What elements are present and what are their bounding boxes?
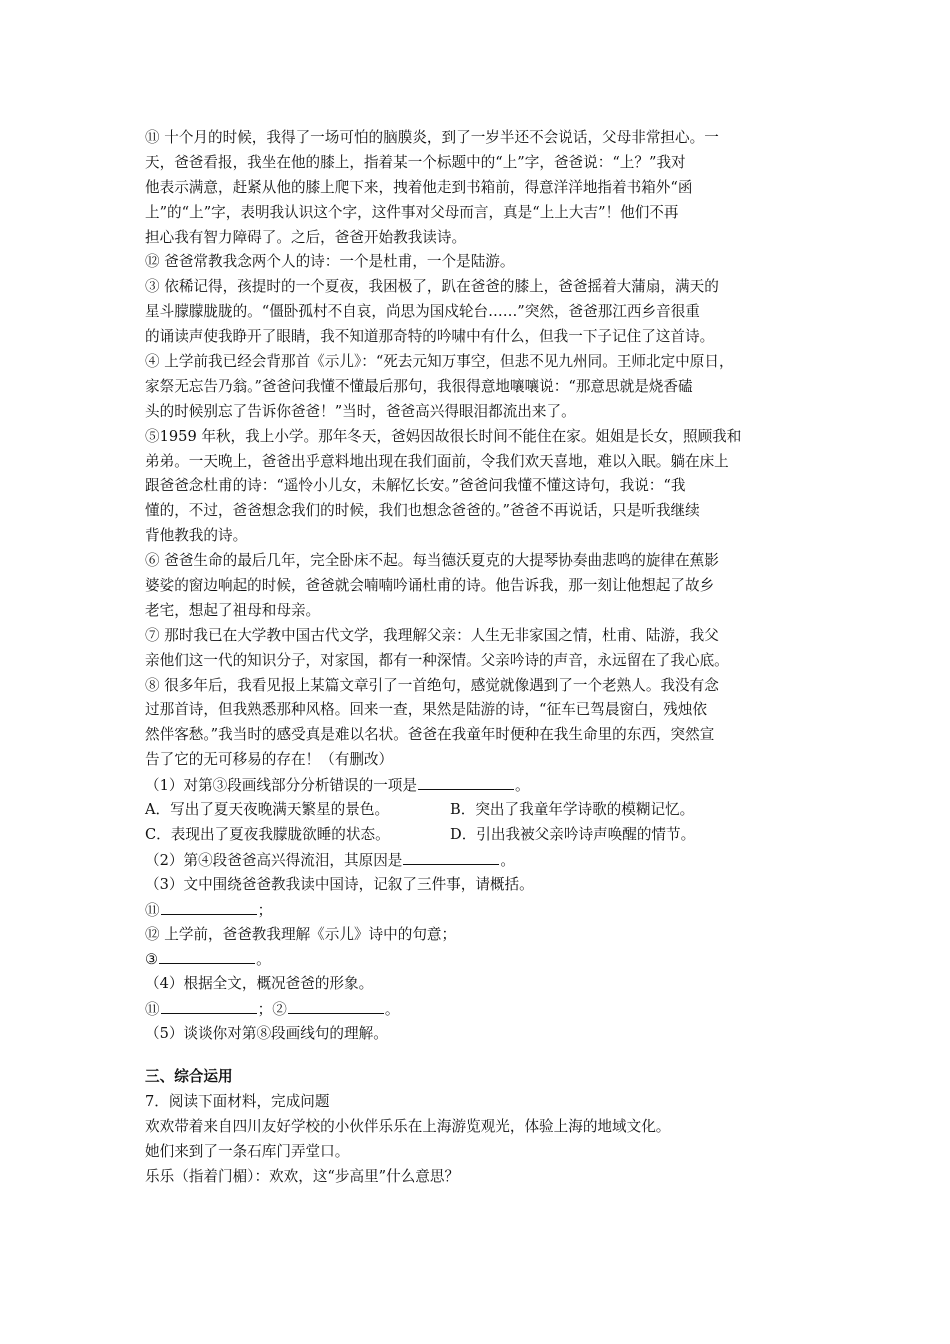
text-line: 欢欢带着来自四川友好学校的小伙伴乐乐在上海游览观光，体验上海的地域文化。 <box>145 1117 671 1135</box>
question-punct: 。 <box>514 777 530 795</box>
answer-blank[interactable] <box>403 848 499 865</box>
section-heading: 三、综合运用 <box>145 1067 233 1085</box>
text-line: 天，爸爸看报，我坐在他的膝上，指着某一个标题中的“上”字，爸爸说：“上？”我对 <box>145 153 686 171</box>
text-line: ⑪ 十个月的时候，我得了一场可怕的脑膜炎，到了一岁半还不会说话，父母非常担心。一 <box>145 129 719 146</box>
text-line: ③ 依稀记得，孩提时的一个夏夜，我困极了，趴在爸爸的膝上，爸爸摇着大蒲扇，满天的 <box>145 278 719 296</box>
question-text: （1）对第③段画线部分分析错误的一项是 <box>145 777 417 795</box>
text-line: ⑥ 爸爸生命的最后几年，完全卧床不起。每当德沃夏克的大提琴协奏曲悲鸣的旋律在蕉影 <box>145 552 719 570</box>
section-3 <box>145 1065 815 1189</box>
question-3: （3）文中围绕爸爸教我读中国诗，记叙了三件事，请概括。 <box>145 875 534 893</box>
option-row <box>145 798 815 823</box>
item-marker: ⑪ <box>145 1001 160 1019</box>
answer-blank[interactable] <box>159 947 255 964</box>
option-b[interactable]: B．突出了我童年学诗歌的模糊记忆。 <box>450 801 695 819</box>
question-punct: 。 <box>256 951 271 969</box>
answer-blank[interactable] <box>288 997 384 1014</box>
question-3-item-1 <box>145 898 815 923</box>
text-line: ⑤1959 年秋，我上小学。那年冬天，爸妈因故很长时间不能住在家。姐姐是长女，照顾我和 <box>145 427 742 445</box>
text-line: ④ 上学前我已经会背那首《示儿》：“死去元知万事空，但悲不见九州同。王师北定中原日， <box>145 353 734 371</box>
paragraph-2 <box>145 250 815 275</box>
paragraph-6 <box>145 549 815 624</box>
item-marker: ③ <box>145 951 159 969</box>
questions <box>145 773 815 1047</box>
paragraph-1 <box>145 126 815 250</box>
option-c[interactable]: C．表现出了夏夜我朦胧欲睡的状态。 <box>145 825 390 843</box>
question-3-item-3 <box>145 947 815 972</box>
text-line: 亲他们这一代的知识分子，对家国，都有一种深情。父亲吟诗的声音，永远留在了我心底。 <box>145 651 729 669</box>
question-punct: ； <box>257 901 273 919</box>
text-line: 家祭无忘告乃翁。”爸爸问我懂不懂最后那句，我很得意地嚷嚷说：“那意思就是烧香磕 <box>145 377 693 395</box>
answer-blank[interactable] <box>161 898 257 915</box>
text-line: 跟爸爸念杜甫的诗：“遥怜小儿女，未解忆长安。”爸爸问我懂不懂这诗句，我说：“我 <box>145 477 686 495</box>
text-line: 然伴客愁。”我当时的感受真是难以名状。爸爸在我童年时便种在我生命里的东西，突然宣 <box>145 726 715 744</box>
text-line: 他表示满意，赶紧从他的膝上爬下来，拽着他走到书箱前，得意洋洋地指着书箱外“函 <box>145 178 693 196</box>
paragraph-5 <box>145 425 815 549</box>
text-line: ⑦ 那时我已在大学教中国古代文学，我理解父亲：人生无非家国之情，杜甫、陆游，我父 <box>145 626 719 644</box>
option-a[interactable]: A．写出了夏天夜晚满天繁星的景色。 <box>145 801 390 819</box>
question-4-answers <box>145 997 815 1022</box>
paragraph-4 <box>145 350 815 425</box>
question-text: （2）第④段爸爸高兴得流泪，其原因是 <box>145 851 403 869</box>
text-line: 的诵读声使我睁开了眼睛，我不知道那奇特的吟啸中有什么，但我一下子记住了这首诗。 <box>145 328 715 346</box>
question-2 <box>145 848 815 873</box>
text-line: 上”的“上”字，表明我认识这个字，这件事对父母而言，真是“上上大吉”！他们不再 <box>145 203 679 221</box>
item-marker: ；② <box>257 1001 287 1019</box>
text-line: 她们来到了一条石库门弄堂口。 <box>145 1142 350 1160</box>
answer-blank[interactable] <box>161 997 257 1014</box>
question-punct: 。 <box>500 851 515 869</box>
text-line: 背他教我的诗。 <box>145 527 248 545</box>
text-line: 懂的，不过，爸爸想念我们的时候，我们也想念爸爸的。”爸爸不再说话，只是听我继续 <box>145 502 700 520</box>
option-row <box>145 823 815 848</box>
section-gap <box>145 1047 815 1065</box>
paragraph-8 <box>145 674 815 774</box>
text-line: 过那首诗，但我熟悉那种风格。回来一查，果然是陆游的诗，“征车已驾晨窗白，残烛依 <box>145 701 708 719</box>
text-line: ⑫ 爸爸常教我念两个人的诗：一个是杜甫，一个是陆游。 <box>145 253 515 271</box>
paragraph-3 <box>145 275 815 350</box>
text-line: 星斗朦朦胧胧的。“僵卧孤村不自哀，尚思为国戍轮台……”突然，爸爸那江西乡音很重 <box>145 303 700 321</box>
question-5: （5）谈谈你对第⑧段画线句的理解。 <box>145 1025 388 1043</box>
text-line: 婆娑的窗边响起的时候，爸爸就会喃喃吟诵杜甫的诗。他告诉我，那一刻让他想起了故乡 <box>145 577 715 595</box>
text-line: 老宅，想起了祖母和母亲。 <box>145 601 321 619</box>
document-page <box>145 126 815 1189</box>
text-line: 7．阅读下面材料，完成问题 <box>145 1092 330 1110</box>
text-line: 告了它的无可移易的存在！（有删改） <box>145 751 394 769</box>
question-punct: 。 <box>384 1001 400 1019</box>
option-d[interactable]: D．引出我被父亲吟诗声唤醒的情节。 <box>450 825 696 843</box>
answer-blank[interactable] <box>418 773 514 790</box>
text-line: 乐乐（指着门楣）：欢欢，这“步高里”什么意思？ <box>145 1167 460 1185</box>
question-4: （4）根据全文，概况爸爸的形象。 <box>145 975 374 993</box>
text-line: ⑧ 很多年后，我看见报上某篇文章引了一首绝句，感觉就像遇到了一个老熟人。我没有念 <box>145 676 719 694</box>
question-1 <box>145 773 815 798</box>
text-line: 头的时候别忘了告诉你爸爸！”当时，爸爸高兴得眼泪都流出来了。 <box>145 402 576 420</box>
item-marker: ⑪ <box>145 901 160 919</box>
text-line: 担心我有智力障碍了。之后，爸爸开始教我读诗。 <box>145 228 467 246</box>
question-3-item-2: ⑫ 上学前，爸爸教我理解《示儿》诗中的句意； <box>145 925 457 943</box>
paragraph-7 <box>145 624 815 674</box>
text-line: 弟弟。一天晚上，爸爸出乎意料地出现在我们面前，令我们欢天喜地，难以入眠。躺在床上 <box>145 452 729 470</box>
